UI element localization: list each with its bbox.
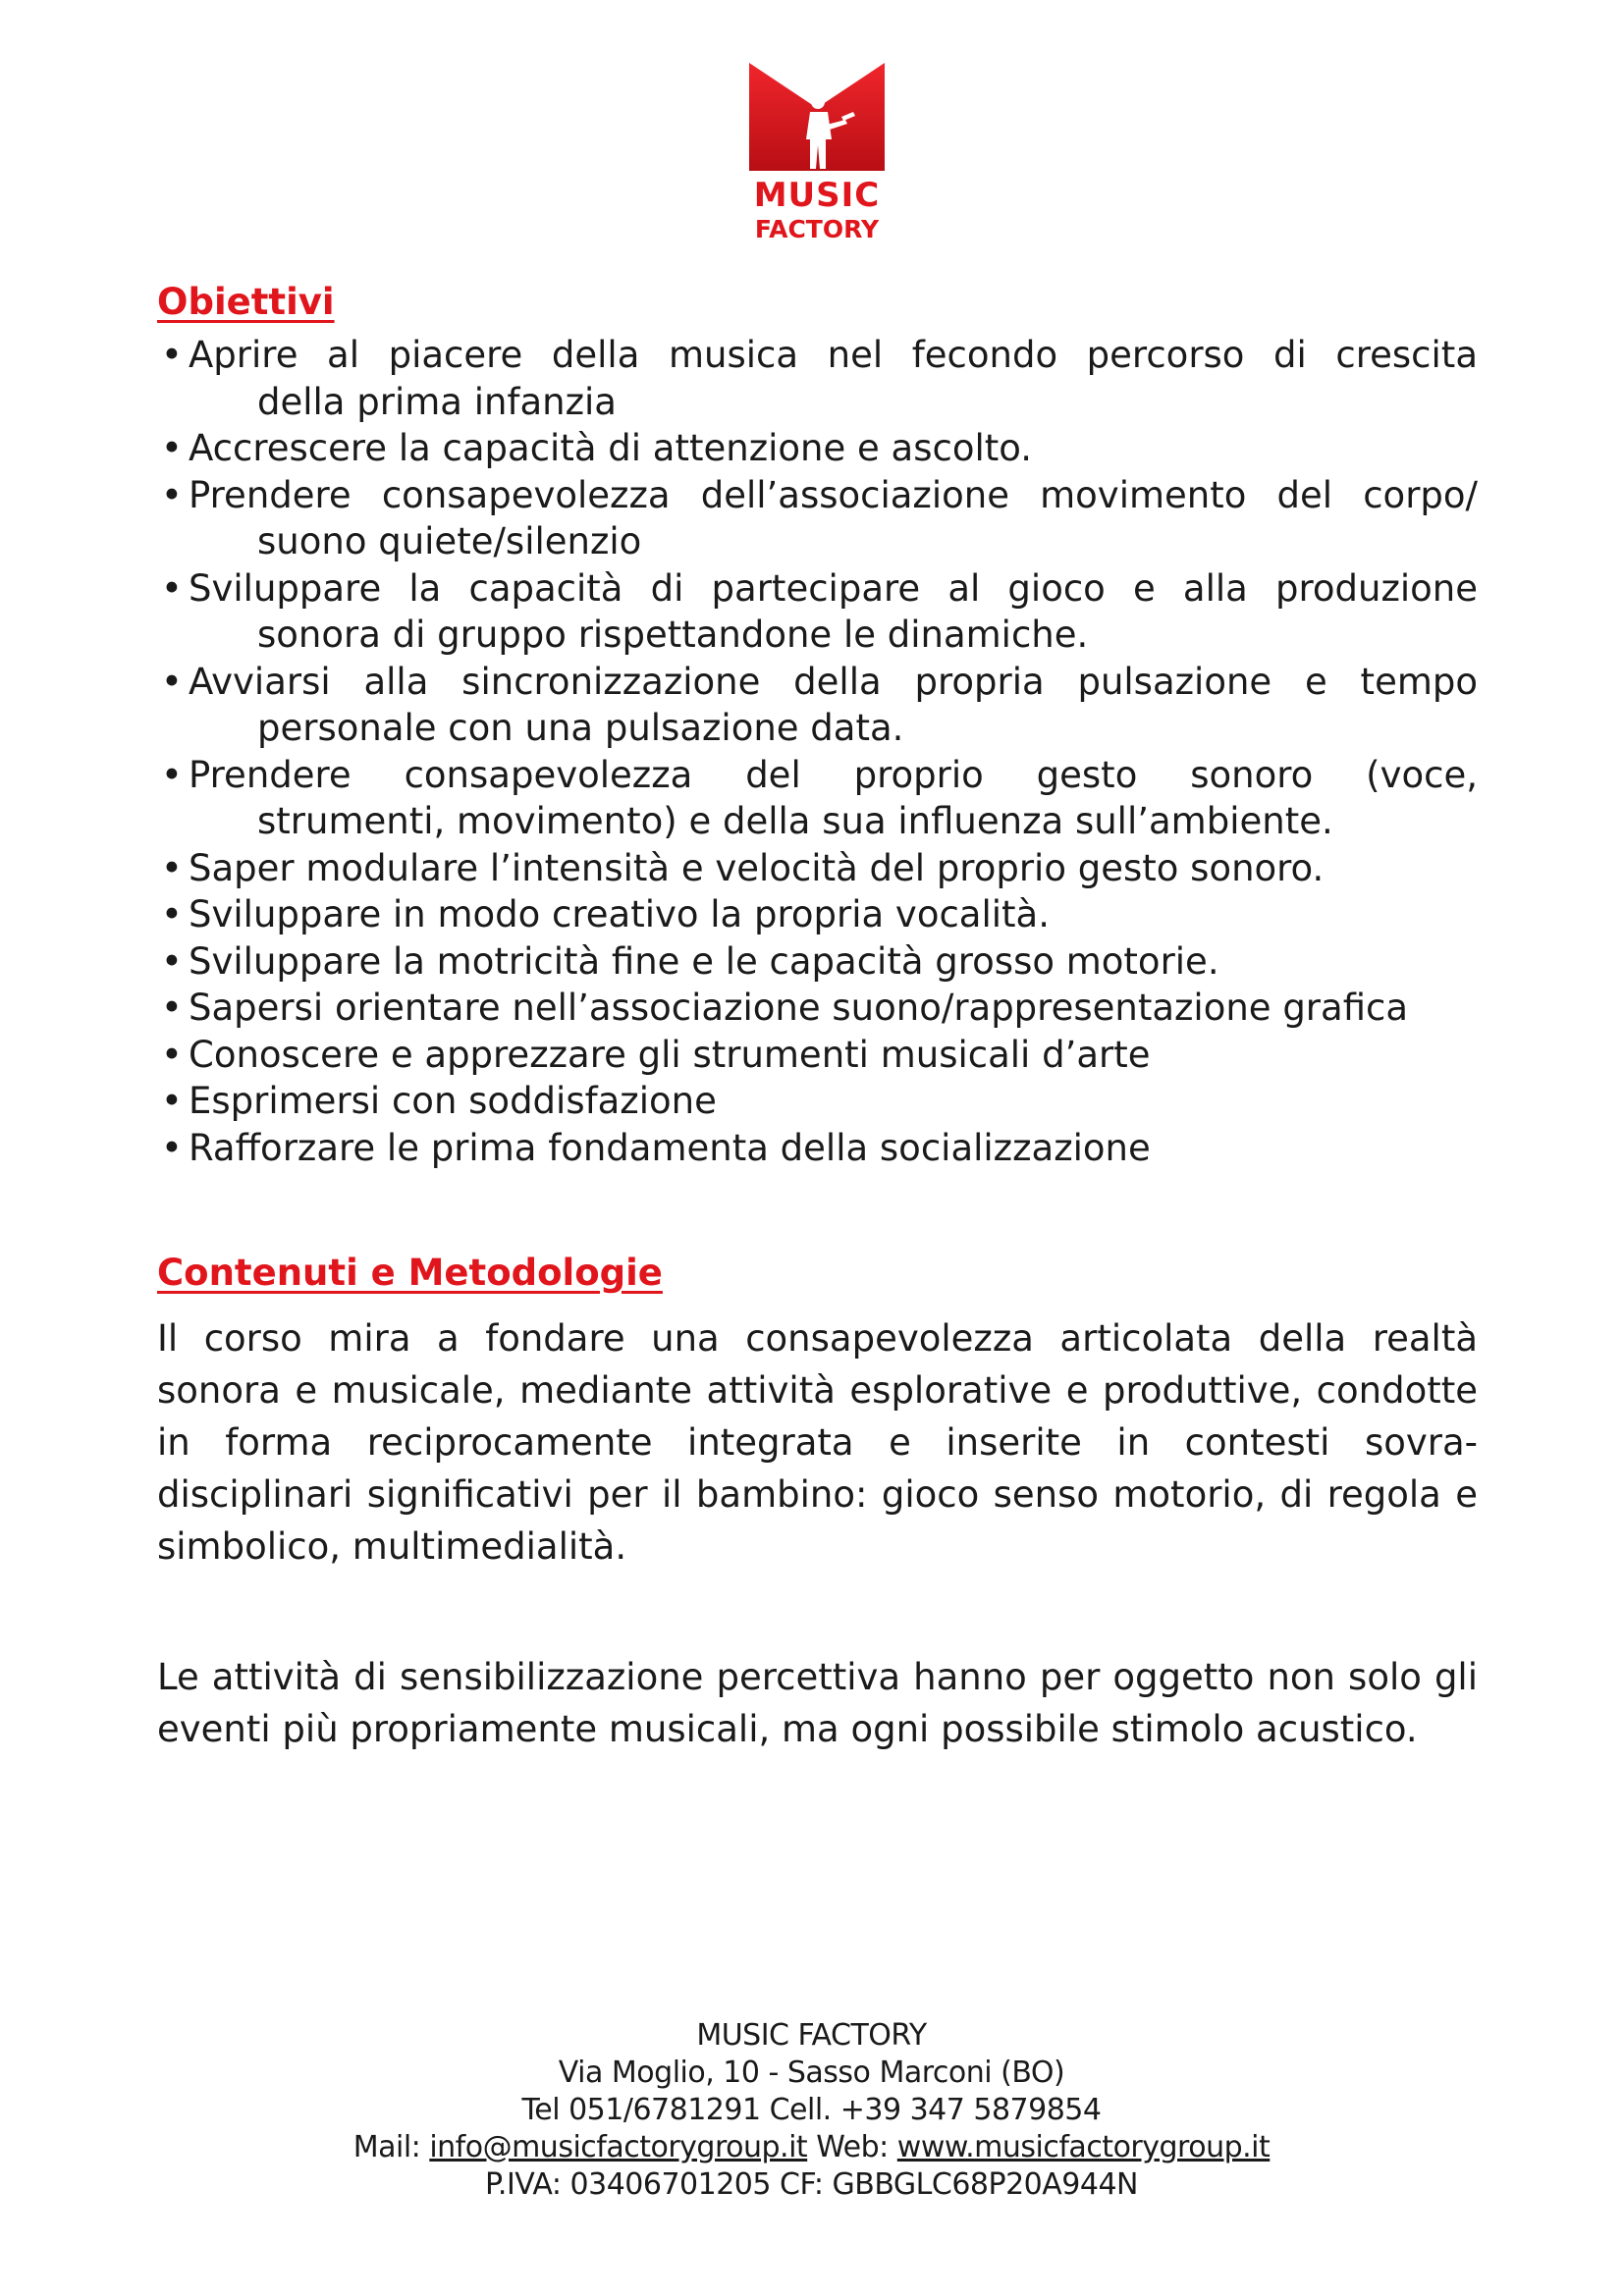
objective-item: [157, 1032, 1478, 1079]
objective-item: [157, 752, 1478, 845]
objective-text: Sviluppare la motricità fine e le capacità grosso motorie.: [189, 939, 1219, 983]
bullet-icon: •: [161, 1033, 183, 1076]
bullet-icon: •: [161, 427, 183, 469]
bullet-icon: •: [161, 473, 183, 516]
objectives-list: [157, 332, 1478, 1171]
objective-text: Saper modulare l’intensità e velocità del proprio gesto sonoro.: [189, 846, 1325, 889]
methods-paragraph-1: Il corso mira a fondare una consapevolezza articolata della realtà sonora e musicale, mediante attività esplorative e produttive, condotte in forma reciprocamente integrata e inserite in contesti sovra-disciplinari significativi per il bambino: gioco senso motorio, di regola e simbolico, multimedialità.: [157, 1317, 1478, 1568]
bullet-icon: •: [161, 334, 183, 376]
objective-item: [157, 659, 1478, 752]
logo-line2: FACTORY: [754, 215, 880, 243]
methods-paragraph-2: Le attività di sensibilizzazione percettiva hanno per oggetto non solo gli eventi più propriamente musicali, ma ogni possibile stimolo acustico.: [157, 1656, 1478, 1750]
objective-item: [157, 938, 1478, 986]
objective-text: Accrescere la capacità di attenzione e ascolto.: [189, 427, 1033, 469]
objective-text: Aprire al piacere della musica nel fecondo percorso di crescita della prima infanzia: [189, 334, 1478, 423]
footer: [0, 2017, 1623, 2204]
bullet-icon: •: [161, 987, 183, 1029]
objective-item: [157, 845, 1478, 892]
bullet-icon: •: [161, 660, 183, 703]
objective-text: Prendere consapevolezza del proprio gesto sonoro (voce, strumenti, movimento) e della sua influenza sull’ambiente.: [189, 753, 1478, 842]
bullet-icon: •: [161, 1126, 183, 1169]
bullet-icon: •: [161, 566, 183, 610]
footer-tax-ids: P.IVA: 03406701205 CF: GBBGLC68P20A944N: [484, 2167, 1138, 2202]
objective-item: [157, 332, 1478, 425]
footer-phones: Tel 051/6781291 Cell. +39 347 5879854: [521, 2093, 1102, 2127]
footer-company: MUSIC FACTORY: [696, 2018, 927, 2053]
objectives-heading: Obiettivi: [157, 281, 335, 323]
objective-item: [157, 891, 1478, 938]
objective-item: [157, 1125, 1478, 1172]
objective-item: [157, 985, 1478, 1032]
bullet-icon: •: [161, 846, 183, 889]
footer-web-link[interactable]: www.musicfactorygroup.it: [896, 2130, 1271, 2164]
bullet-icon: •: [161, 753, 183, 796]
objective-text: Sapersi orientare nell’associazione suono/rappresentazione grafica: [189, 987, 1409, 1029]
bullet-icon: •: [161, 939, 183, 983]
bullet-icon: •: [161, 1080, 183, 1122]
logo-line1: MUSIC: [753, 176, 881, 215]
music-factory-logo: [747, 61, 887, 243]
objective-text: Prendere consapevolezza dell’associazione movimento del corpo/ suono quiete/silenzio: [189, 473, 1478, 562]
objective-text: Rafforzare le prima fondamenta della socializzazione: [189, 1126, 1151, 1169]
objective-item: [157, 472, 1478, 565]
footer-address: Via Moglio, 10 - Sasso Marconi (BO): [558, 2056, 1065, 2090]
footer-web-label: Web:: [807, 2130, 897, 2164]
objective-text: Esprimersi con soddisfazione: [189, 1080, 717, 1122]
footer-mail-label: Mail:: [352, 2130, 430, 2164]
objective-item: [157, 425, 1478, 472]
objective-text: Sviluppare la capacità di partecipare al gioco e alla produzione sonora di gruppo rispettandone le dinamiche.: [189, 566, 1478, 656]
methods-heading: Contenuti e Metodologie: [157, 1252, 663, 1294]
objective-item: [157, 565, 1478, 659]
objective-text: Sviluppare in modo creativo la propria vocalità.: [189, 893, 1050, 935]
footer-contacts: [0, 2129, 1623, 2166]
bullet-icon: •: [161, 893, 183, 935]
objective-text: Avviarsi alla sincronizzazione della propria pulsazione e tempo personale con una pulsazione data.: [189, 660, 1478, 749]
document-body: [157, 273, 1478, 1755]
objective-item: [157, 1078, 1478, 1125]
footer-mail-link[interactable]: info@musicfactorygroup.it: [429, 2130, 808, 2164]
objective-text: Conoscere e apprezzare gli strumenti musicali d’arte: [189, 1033, 1151, 1076]
